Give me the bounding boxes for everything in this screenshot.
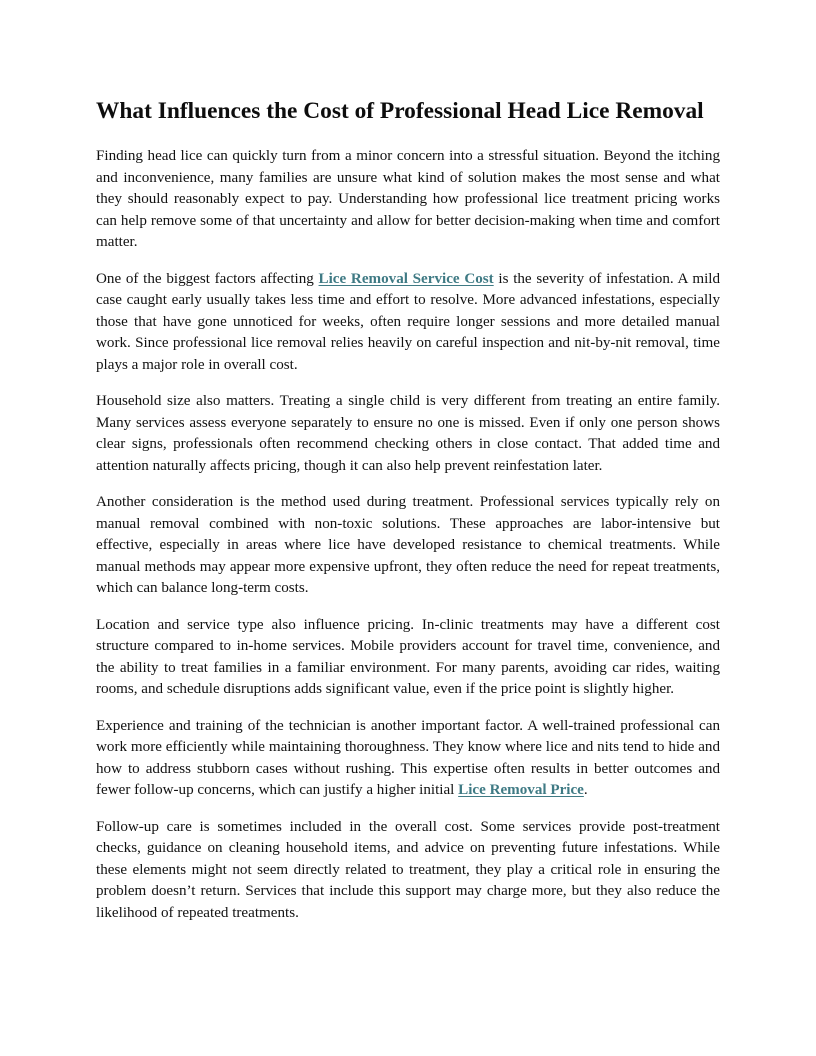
paragraph-text: One of the biggest factors affecting (96, 270, 319, 287)
paragraph-household: Household size also matters. Treating a single child is very different from treating an entire family. Many services assess everyone separately to ensure no one is missed. Even if only one person shows clear signs, professionals often recommend checking others in close contact. That added time and attention naturally affects pricing, though it can also help prevent reinfestation later. (96, 393, 720, 474)
paragraph-location: Location and service type also influence pricing. In-clinic treatments may have a different cost structure compared to in-home services. Mobile providers account for travel time, convenience, and the ability to treat families in a familiar environment. For many parents, avoiding car rides, waiting rooms, and schedule disruptions adds significant value, even if the price point is slightly higher. (96, 616, 720, 698)
paragraph-method: Another consideration is the method used during treatment. Professional services typically rely on manual removal combined with non-toxic solutions. These approaches are labor-intensive but effective, especially in areas where lice have developed resistance to chemical treatments. While manual methods may appear more expensive upfront, they often reduce the need for repeat treatments, which can balance long-term costs. (96, 494, 720, 597)
paragraph-text: . (583, 782, 588, 799)
page-title: What Influences the Cost of Professional Head Lice Removal (96, 98, 704, 124)
paragraph-experience (96, 716, 720, 802)
paragraph-severity (96, 269, 720, 377)
paragraph-follow-up: Follow-up care is sometimes included in the overall cost. Some services provide post-treatment checks, guidance on cleaning household items, and advice on preventing future infestations. While these elements might not seem directly related to treatment, they play a critical role in ensuring the problem doesn’t return. Services that include this support may charge more, but they also reduce the likelihood of repeated treatments. (96, 818, 720, 921)
lice-removal-price-link[interactable]: Lice Removal Price (458, 782, 584, 799)
lice-removal-service-cost-link[interactable]: Lice Removal Service Cost (318, 270, 494, 287)
paragraph-text: is the severity of infestation. A mild case caught early usually takes less time and effort to resolve. More advanced infestations, especially those that have gone unnoticed for weeks, often require longer sessions and more detailed manual work. Since professional lice removal relies heavily on careful inspection and nit-by-nit removal, time plays a major role in overall cost. (96, 270, 720, 373)
paragraph-text: Experience and training of the technician is another important factor. A well-trained professional can work more efficiently while maintaining thoroughness. They know where lice and nits tend to hide and how to address stubborn cases without rushing. This expertise often results in better outcomes and fewer follow-up concerns, which can justify a higher initial (96, 717, 720, 799)
document-page (96, 96, 720, 939)
paragraph-intro: Finding head lice can quickly turn from a minor concern into a stressful situation. Beyond the itching and inconvenience, many families are unsure what kind of solution makes the most sense and what they should reasonably expect to pay. Understanding how professional lice treatment pricing works can help remove some of that uncertainty and allow for better decision-making when time and comfort matter. (96, 148, 720, 251)
